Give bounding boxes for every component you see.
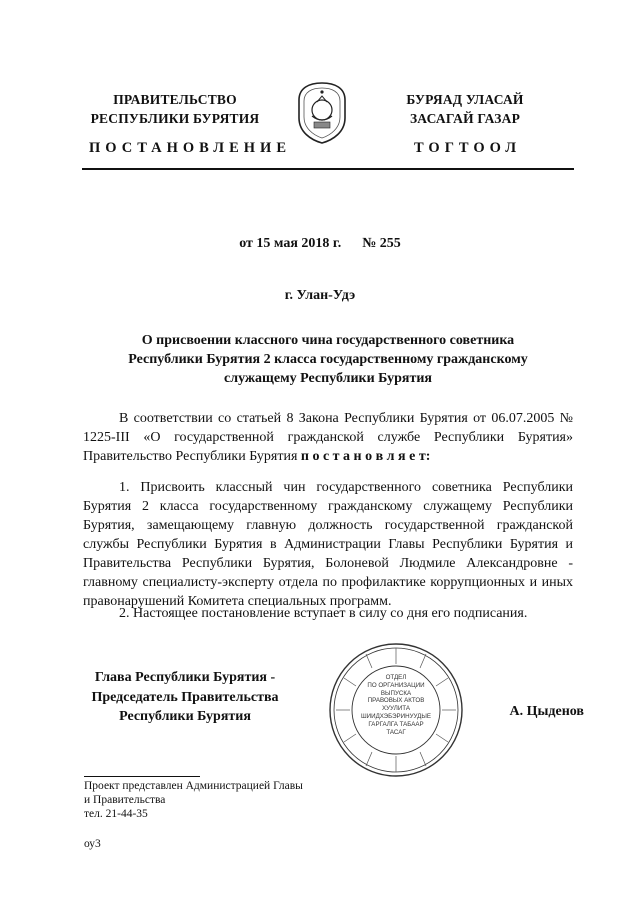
footer-line3: тел. 21-44-35 xyxy=(84,808,148,820)
document-subject xyxy=(90,331,566,388)
header-right xyxy=(358,90,572,128)
seal-line6: ШИИДХЭБЭРИНУУДЫЕ xyxy=(361,712,431,720)
subject-line1: О присвоении классного чина государственного советника xyxy=(141,333,515,348)
footer-note xyxy=(84,779,303,821)
footer-ref: оу3 xyxy=(84,838,101,850)
seal-line4: ПРАВОВЫХ АКТОВ xyxy=(367,697,425,705)
document-date-line xyxy=(0,236,640,252)
header-right-title: ТОГТООЛ xyxy=(413,140,522,156)
seal-center-text xyxy=(348,674,444,736)
signatory-title-line1: Глава Республики Бурятия - xyxy=(94,670,276,685)
item-2-paragraph xyxy=(83,604,573,623)
seal-line1: ОТДЕЛ xyxy=(385,674,407,681)
preamble-paragraph xyxy=(83,409,573,466)
footer-rule xyxy=(84,776,200,777)
header-left-title: ПОСТАНОВЛЕНИЕ xyxy=(88,140,291,156)
coat-of-arms-icon xyxy=(295,80,349,146)
seal-line5: ХУУЛИТА xyxy=(382,705,410,713)
seal-line8: ТАСАГ xyxy=(386,728,406,736)
signatory-name: А. Цыденов xyxy=(509,704,584,719)
signatory-title-line2: Председатель Правительства xyxy=(91,689,279,705)
subject-line3: служащему Республики Бурятия xyxy=(224,371,432,386)
signatory-title xyxy=(70,668,300,727)
footer-line2: и Правительства xyxy=(84,794,166,806)
seal-line7: ГАРГАЛГА ТАБААР xyxy=(368,720,424,728)
header-left-line2: РЕСПУБЛИКИ БУРЯТИЯ xyxy=(90,111,260,126)
header-left xyxy=(70,90,280,128)
item-1-paragraph xyxy=(83,478,573,611)
footer-line1: Проект представлен Администрацией Главы xyxy=(84,780,303,792)
preamble-verb: п о с т а н о в л я е т: xyxy=(300,449,431,464)
header-right-line2: ЗАСАГАЙ ГАЗАР xyxy=(409,111,521,126)
preamble-text: В соответствии со статьей 8 Закона Республики Бурятия от 06.07.2005 № 1225-III «О государственной гражданской службе Республики Бурятия» Правительство Республики Бурятия xyxy=(83,411,573,464)
header-right-line1: БУРЯАД УЛАСАЙ xyxy=(406,92,524,107)
official-seal xyxy=(326,640,466,780)
subject-line2: Республики Бурятия 2 класса государственному гражданскому xyxy=(128,352,528,367)
seal-line3: ВЫПУСКА xyxy=(380,689,412,697)
document-city: г. Улан-Удэ xyxy=(284,288,356,303)
header-rule xyxy=(82,168,574,170)
item-1-text: 1. Присвоить классный чин государственного советника Республики Бурятия 2 класса государственному гражданскому служащему Республики Бурятия, замещающему главную должность государственной гражданской службы Республики Бурятия в Администрации Главы Республики Бурятия и Правительства Республики Бурятия, Болоневой Людмиле Александровне - главному специалисту-эксперту отдела по профилактике коррупционных и иных правонарушений Комитета специальных программ. xyxy=(83,480,573,609)
document-number: № 255 xyxy=(362,236,401,251)
header-left-line1: ПРАВИТЕЛЬСТВО xyxy=(113,92,237,107)
seal-line2: ПО ОРГАНИЗАЦИИ xyxy=(367,681,425,689)
signatory-title-line3: Республики Бурятия xyxy=(119,709,251,724)
item-2-text: 2. Настоящее постановление вступает в силу со дня его подписания. xyxy=(119,606,528,621)
document-date: от 15 мая 2018 г. xyxy=(239,236,342,251)
